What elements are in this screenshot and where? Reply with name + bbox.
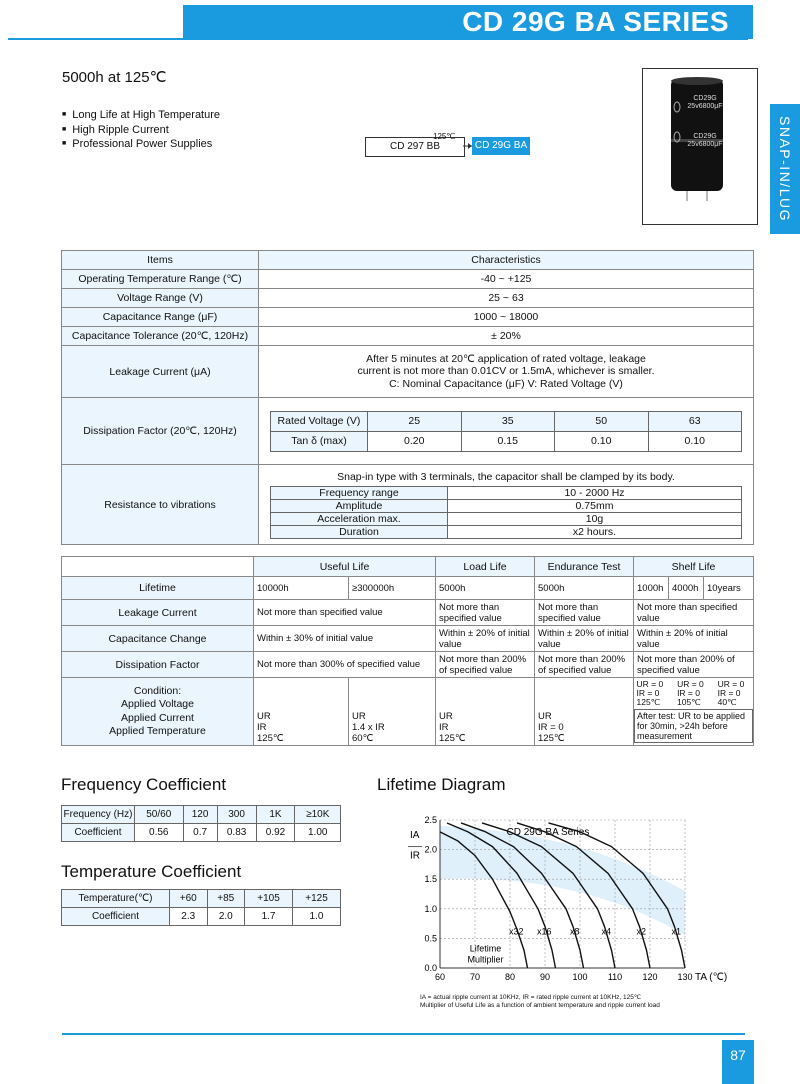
vib-label: Frequency range <box>271 486 448 499</box>
side-tab-label: SNAP-IN/LUG <box>777 116 793 222</box>
cond-val: IR = 0 <box>538 722 564 733</box>
chart-x-tick: 100 <box>572 972 588 982</box>
life-cell: Within ± 20% of initial value <box>436 626 535 652</box>
df-cell <box>259 398 754 465</box>
cond-val: UR <box>352 711 366 722</box>
life-cell: 5000h <box>436 577 535 600</box>
lifetime-chart <box>390 810 735 990</box>
cond-val: 125℃ <box>439 733 466 744</box>
shelf-cond <box>716 678 753 710</box>
leakage-text <box>259 346 754 398</box>
chart-multiplier-caption: Lifetime <box>469 943 502 954</box>
chart-multiplier-label: x16 <box>536 926 552 937</box>
freq-head: 300 <box>217 806 256 824</box>
cond-cell <box>349 678 436 746</box>
temp-value: 2.0 <box>207 908 245 926</box>
freq-head: 120 <box>183 806 217 824</box>
df-table <box>270 411 742 452</box>
life-head: Load Life <box>436 557 535 577</box>
spec-value: -40 ~ +125 <box>259 270 754 289</box>
cond-line: Applied Temperature <box>109 725 206 737</box>
chart-y-label: IR <box>410 850 420 862</box>
life-cell: Within ± 20% of initial value <box>535 626 634 652</box>
freq-value: 0.56 <box>135 824 184 842</box>
life-cell: 10years <box>704 577 754 600</box>
cond-val: UR = 0 <box>636 679 664 689</box>
df-head: 63 <box>648 411 742 431</box>
cond-val: IR = 0 <box>636 688 660 698</box>
chart-x-label: TA (℃) <box>695 972 728 983</box>
life-cell: Not more than 300% of specified value <box>254 652 436 678</box>
df-head: 35 <box>461 411 555 431</box>
chart-x-tick: 110 <box>607 972 623 982</box>
life-cell: 1000h <box>634 577 669 600</box>
life-cell: Not more than 200% of specified value <box>436 652 535 678</box>
df-head: 25 <box>368 411 462 431</box>
chart-x-tick: 90 <box>539 972 551 982</box>
freq-label: Coefficient <box>62 824 135 842</box>
leakage-line: current is not more than 0.01CV or 1.5mA, whichever is smaller. <box>357 365 655 378</box>
cond-val: UR <box>538 711 552 722</box>
cond-cell <box>254 678 349 746</box>
spec-label: Resistance to vibrations <box>62 465 259 545</box>
leakage-line: C: Nominal Capacitance (μF) V: Rated Voltage (V) <box>389 377 623 390</box>
cond-val: UR <box>439 711 453 722</box>
temp-head: +60 <box>170 890 208 908</box>
df-value: 0.15 <box>461 431 555 451</box>
chart-title: Lifetime Diagram <box>377 775 506 794</box>
df-value: 0.10 <box>648 431 742 451</box>
spec-label: Voltage Range (V) <box>62 289 259 308</box>
life-cell: Not more than 200% of specified value <box>535 652 634 678</box>
freq-value: 1.00 <box>295 824 341 842</box>
flow-arrow-label: 125℃ <box>433 132 456 141</box>
feature-list <box>62 108 220 152</box>
chart-series-label: CD 29G BA Series <box>506 826 590 838</box>
vib-label: Acceleration max. <box>271 512 448 525</box>
df-head: Rated Voltage (V) <box>271 411 368 431</box>
cond-cell <box>535 678 634 746</box>
temp-value: 1.0 <box>293 908 341 926</box>
freq-head: Frequency (Hz) <box>62 806 135 824</box>
cond-val: 105℃ <box>677 697 701 707</box>
cond-cell <box>436 678 535 746</box>
spec-label: Operating Temperature Range (℃) <box>62 270 259 289</box>
vib-value: 10g <box>448 512 742 525</box>
life-cell: ≥300000h <box>349 577 436 600</box>
spec-value: 25 ~ 63 <box>259 289 754 308</box>
footnote-line: Multiplier of Useful Life as a function of ambient temperature and ripple current load <box>420 1002 660 1009</box>
life-label: Dissipation Factor <box>62 652 254 678</box>
life-cell: Not more than specified value <box>535 600 634 626</box>
shelf-cond-cell <box>634 678 754 746</box>
life-head: Useful Life <box>254 557 436 577</box>
df-value: 0.10 <box>555 431 649 451</box>
temp-head: +105 <box>245 890 293 908</box>
freq-value: 0.7 <box>183 824 217 842</box>
spec-head-char: Characteristics <box>259 251 754 270</box>
freq-value: 0.83 <box>217 824 256 842</box>
chart-multiplier-label: x1 <box>671 926 681 937</box>
df-label: Tan δ (max) <box>271 431 368 451</box>
cond-val: 60℃ <box>352 733 374 744</box>
spec-value: 1000 ~ 18000 <box>259 308 754 327</box>
subtitle: 5000h at 125℃ <box>62 69 167 86</box>
life-cell: 10000h <box>254 577 349 600</box>
life-cell: Within ± 20% of initial value <box>634 626 754 652</box>
vib-value: 10 - 2000 Hz <box>448 486 742 499</box>
chart-x-tick: 70 <box>469 972 481 982</box>
vib-cell <box>259 465 754 545</box>
temp-value: 1.7 <box>245 908 293 926</box>
chart-x-tick: 60 <box>434 972 446 982</box>
life-cell: 4000h <box>669 577 704 600</box>
life-cell: Within ± 30% of initial value <box>254 626 436 652</box>
photo-label: CD29G 25v6800μF <box>687 95 723 110</box>
life-head: Shelf Life <box>634 557 754 577</box>
vib-label: Duration <box>271 525 448 538</box>
spec-label: Capacitance Tolerance (20℃, 120Hz) <box>62 327 259 346</box>
freq-head: 1K <box>256 806 295 824</box>
life-cell: Not more than specified value <box>436 600 535 626</box>
vib-table <box>270 486 742 539</box>
shelf-cond-table <box>634 678 753 743</box>
cond-val: 1.4 x IR <box>352 722 385 733</box>
cond-val: 125℃ <box>538 733 565 744</box>
footnote-line: IA = actual ripple current at 10KHz, IR = rated ripple current at 10KHz, 125℃ <box>420 994 642 1001</box>
cond-val: 40℃ <box>717 697 737 707</box>
temp-head: +85 <box>207 890 245 908</box>
vib-value: 0.75mm <box>448 499 742 512</box>
cond-line: Applied Voltage <box>121 698 194 710</box>
freq-title: Frequency Coefficient <box>61 775 227 794</box>
cond-val: UR = 0 <box>717 679 745 689</box>
chart-x-tick: 120 <box>642 972 658 982</box>
vib-value: x2 hours. <box>448 525 742 538</box>
cond-val: 125℃ <box>257 733 284 744</box>
spec-label: Leakage Current (μA) <box>62 346 259 398</box>
flow-to-box: CD 29G BA <box>472 137 530 155</box>
life-label: Lifetime <box>62 577 254 600</box>
shelf-cond <box>635 678 676 710</box>
freq-value: 0.92 <box>256 824 295 842</box>
chart-y-tick: 1.5 <box>424 874 437 885</box>
cond-val: UR = 0 <box>677 679 704 689</box>
life-head: Endurance Test <box>535 557 634 577</box>
cond-val: IR <box>257 722 267 733</box>
vib-label: Amplitude <box>271 499 448 512</box>
spec-head-items: Items <box>62 251 259 270</box>
life-head-blank <box>62 557 254 577</box>
cond-line: Condition: <box>133 684 182 697</box>
chart-y-tick: 0.0 <box>424 963 437 973</box>
life-cell: Not more than specified value <box>634 600 754 626</box>
spec-value: ± 20% <box>259 327 754 346</box>
chart-y-tick: 0.5 <box>424 933 437 944</box>
life-cell: Not more than specified value <box>254 600 436 626</box>
cond-val: IR = 0 <box>677 688 700 698</box>
temp-head: Temperature(℃) <box>62 890 170 908</box>
feature-item: ■ Professional Power Supplies <box>62 137 220 152</box>
chart-multiplier-label: x8 <box>569 926 580 937</box>
photo-label: CD29G 25v6800μF <box>687 133 723 148</box>
life-label-condition <box>62 678 254 746</box>
life-label: Capacitance Change <box>62 626 254 652</box>
vib-note: Snap-in type with 3 terminals, the capacitor shall be clamped by its body. <box>337 470 675 483</box>
spec-table <box>61 250 754 545</box>
chart-y-tick: 1.0 <box>424 903 437 914</box>
footer-rule <box>62 1033 745 1035</box>
cond-val: IR <box>439 722 449 733</box>
life-cell: Not more than 200% of specified value <box>634 652 754 678</box>
chart-x-tick: 130 <box>677 972 693 982</box>
chart-x-tick: 80 <box>504 972 516 982</box>
life-cell: 5000h <box>535 577 634 600</box>
flow-from-box: CD 297 BB <box>365 137 465 157</box>
cond-val: 125℃ <box>636 697 661 707</box>
temp-value: 2.3 <box>170 908 208 926</box>
leakage-line: After 5 minutes at 20℃ application of rated voltage, leakage <box>366 352 646 365</box>
shelf-cond <box>675 678 716 710</box>
spec-label: Capacitance Range (μF) <box>62 308 259 327</box>
life-table <box>61 556 754 746</box>
cond-val: UR <box>257 711 271 722</box>
temp-label: Coefficient <box>62 908 170 926</box>
cond-line: Applied Current <box>121 711 194 724</box>
temp-title: Temperature Coefficient <box>61 862 242 881</box>
chart-y-tick: 2.5 <box>424 815 437 825</box>
chart-multiplier-caption: Multiplier <box>467 954 504 965</box>
product-photo <box>642 68 758 225</box>
freq-head: 50/60 <box>135 806 184 824</box>
chart-multiplier-label: x2 <box>636 926 646 937</box>
temp-table <box>61 889 341 926</box>
footnote <box>420 994 660 1010</box>
cond-val: IR = 0 <box>717 688 741 698</box>
life-label: Leakage Current <box>62 600 254 626</box>
side-tab <box>770 104 800 234</box>
df-head: 50 <box>555 411 649 431</box>
temp-head: +125 <box>293 890 341 908</box>
freq-head: ≥10K <box>295 806 341 824</box>
freq-table <box>61 805 341 842</box>
chart-y-label: IA <box>410 829 420 841</box>
chart-multiplier-label: x4 <box>601 926 611 937</box>
series-title: CD 29G BA SERIES <box>183 5 753 39</box>
df-value: 0.20 <box>368 431 462 451</box>
page-number: 87 <box>722 1040 754 1084</box>
feature-item: ■ High Ripple Current <box>62 123 220 138</box>
after-test-note: After test: UR to be applied for 30min, >24h before measurement <box>635 710 753 743</box>
feature-item: ■ Long Life at High Temperature <box>62 108 220 123</box>
chart-y-tick: 2.0 <box>424 844 437 855</box>
spec-label: Dissipation Factor (20℃, 120Hz) <box>62 398 259 465</box>
chart-multiplier-label: x32 <box>508 926 524 937</box>
